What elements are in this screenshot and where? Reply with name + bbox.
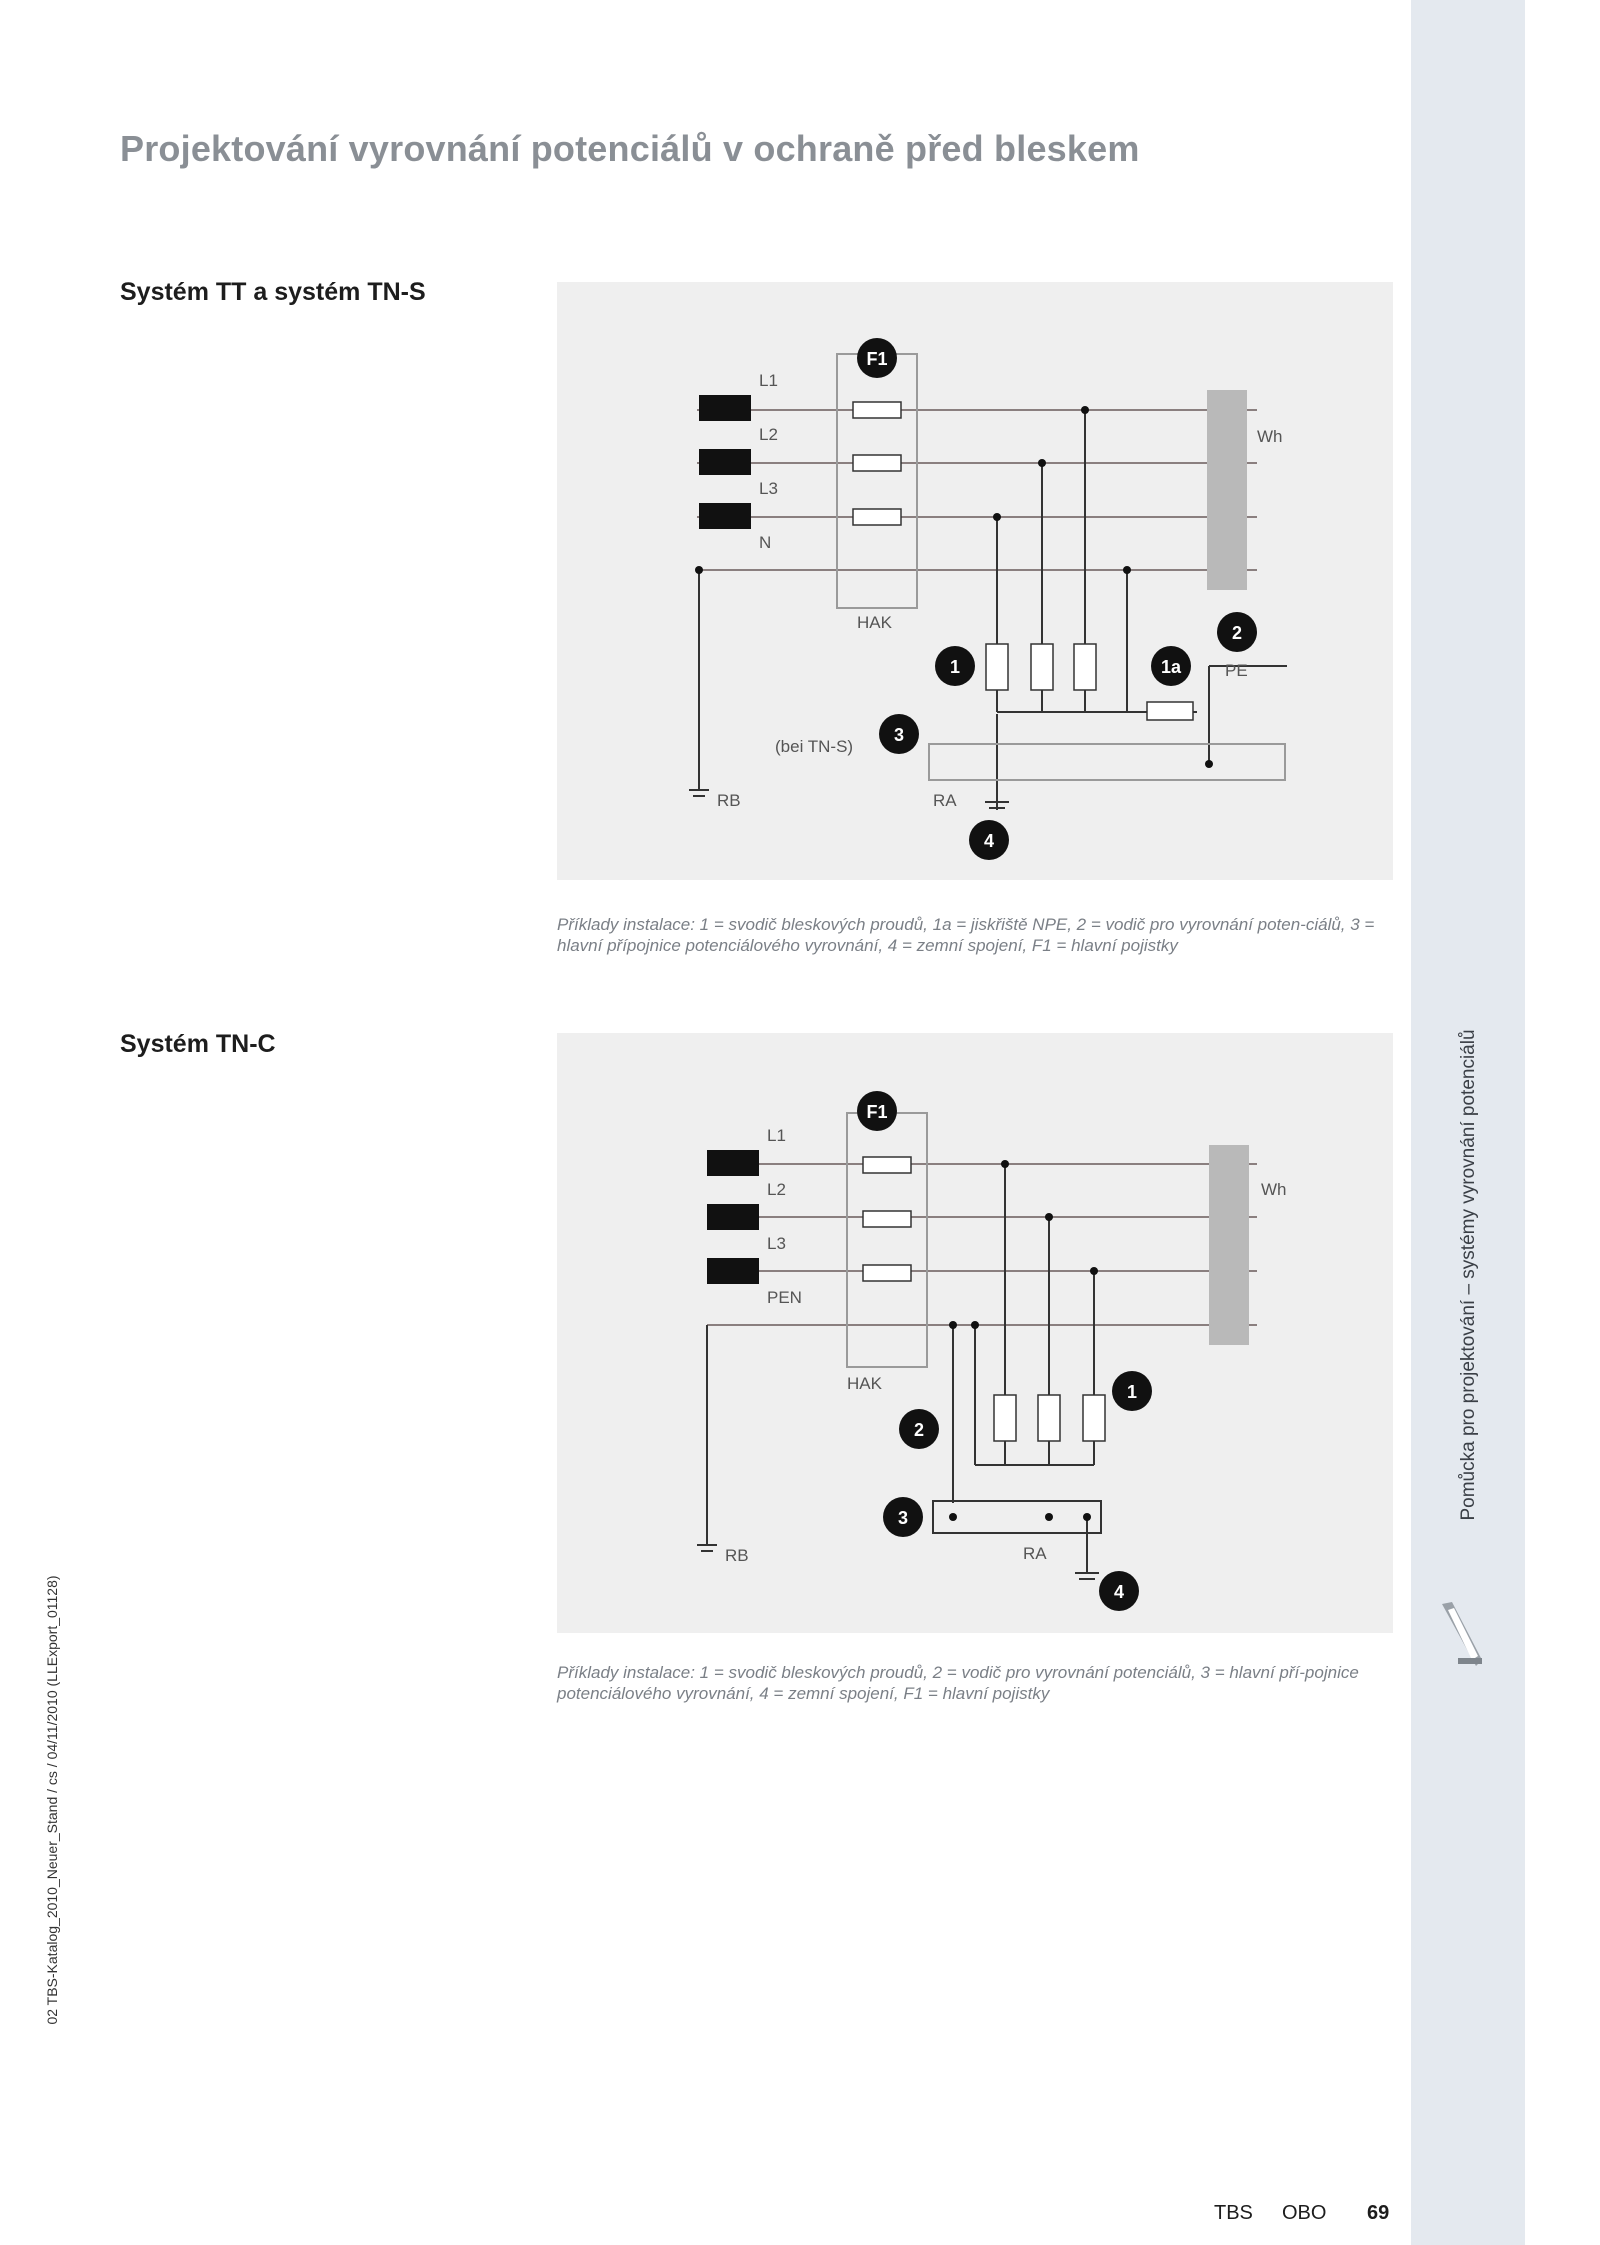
marker-f1: F1 xyxy=(866,349,888,369)
footer-brand-obo: OBO xyxy=(1282,2202,1327,2224)
conductor-label-l1: L1 xyxy=(759,371,778,390)
conductor-label-l2: L2 xyxy=(759,425,778,444)
imprint-note: 02 TBS-Katalog_2010_Neuer_Stand / cs / 04/11/2010 (LLExport_01128) xyxy=(44,1575,60,2025)
lightning-rod-icon xyxy=(1438,1600,1486,1670)
pe-label: PE xyxy=(1225,661,1248,680)
marker-1: 1 xyxy=(1126,1382,1138,1402)
diagram-tt-tns xyxy=(557,282,1393,880)
marker-3: 3 xyxy=(897,1508,909,1528)
caption-tnc: Příklady instalace: 1 = svodič bleskových proudů, 2 = vodič pro vyrovnání potenciálů, 3 = hlavní pří-pojnice potenciálového vyrovnání, 4 = zemní spojení, F1 = hlavní pojistky xyxy=(557,1663,1359,1703)
conductor-label-l1: L1 xyxy=(767,1126,786,1145)
marker-3: 3 xyxy=(893,725,905,745)
marker-4: 4 xyxy=(983,831,995,851)
conductor-label-l3: L3 xyxy=(767,1234,786,1253)
marker-2: 2 xyxy=(1231,623,1243,643)
section-heading-tnc: Systém TN-C xyxy=(120,1030,276,1058)
page-number: 69 xyxy=(1367,2202,1390,2224)
ra-label: RA xyxy=(1023,1544,1047,1563)
marker-f1: F1 xyxy=(866,1102,888,1122)
marker-2: 2 xyxy=(913,1420,925,1440)
conductor-label-n: N xyxy=(759,533,772,552)
section-heading-tt-tns: Systém TT a systém TN-S xyxy=(120,278,426,306)
marker-4: 4 xyxy=(1113,1582,1125,1602)
hak-label: HAK xyxy=(847,1374,882,1393)
ra-label: RA xyxy=(933,791,957,810)
meter-label: Wh xyxy=(1261,1180,1287,1199)
page-title: Projektování vyrovnání potenciálů v ochraně před bleskem xyxy=(120,128,1140,169)
meter-label: Wh xyxy=(1257,427,1283,446)
side-tab-label: Pomůcka pro projektování – systémy vyrovnání potenciálů xyxy=(1458,1029,1479,1521)
conductor-label-l3: L3 xyxy=(759,479,778,498)
marker-1a: 1a xyxy=(1160,657,1182,677)
conductor-label-pen: PEN xyxy=(767,1288,802,1307)
tns-note: (bei TN-S) xyxy=(775,737,854,756)
marker-1: 1 xyxy=(949,657,961,677)
footer-brand-tbs: TBS xyxy=(1214,2202,1253,2224)
hak-label: HAK xyxy=(857,613,892,632)
caption-tt-tns: Příklady instalace: 1 = svodič bleskových proudů, 1a = jiskřiště NPE, 2 = vodič pro vyrovnání poten-ciálů, 3 = hlavní přípojnice potenciálového vyrovnání, 4 = zemní spojení, F1 = hlavní pojistky xyxy=(557,915,1375,955)
diagram-tnc xyxy=(557,1033,1393,1633)
rb-label: RB xyxy=(717,791,741,810)
rb-label: RB xyxy=(725,1546,749,1565)
conductor-label-l2: L2 xyxy=(767,1180,786,1199)
